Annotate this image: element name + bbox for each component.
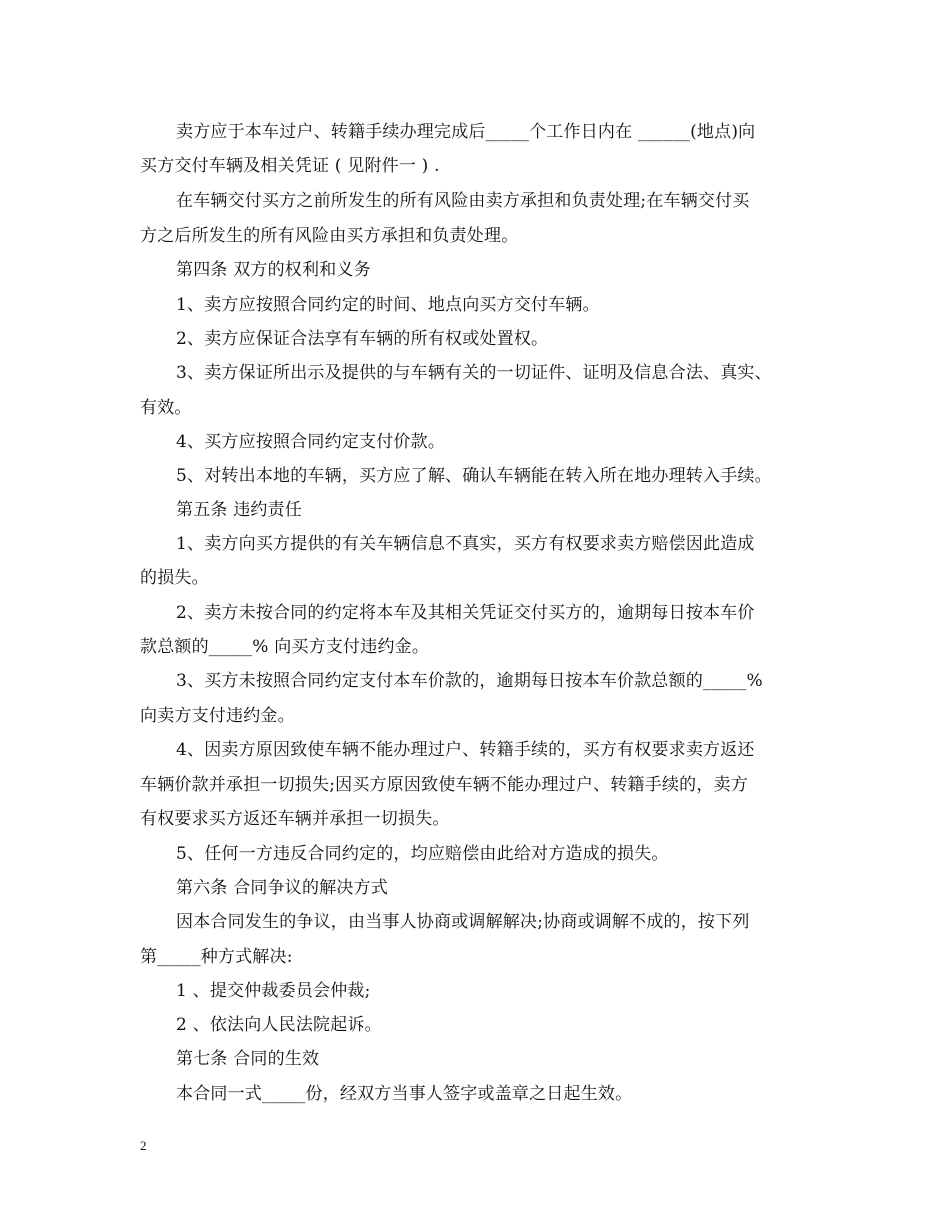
list-item: 4、因卖方原因致使车辆不能办理过户、转籍手续的，买方有权要求卖方返还 bbox=[176, 740, 755, 760]
paragraph-line: 因本合同发生的争议，由当事人协商或调解解决;协商或调解不成的，按下列 bbox=[176, 912, 750, 932]
list-item: 4、买方应按照合同约定支付价款。 bbox=[176, 432, 446, 452]
paragraph-line: 第_____种方式解决: bbox=[140, 947, 293, 967]
section-heading: 第四条 双方的权利和义务 bbox=[176, 260, 371, 280]
page-number: 2 bbox=[140, 1138, 147, 1153]
list-item: 2、卖方应保证合法享有车辆的所有权或处置权。 bbox=[176, 329, 549, 349]
section-heading: 第七条 合同的生效 bbox=[176, 1049, 320, 1069]
paragraph-line: 在车辆交付买方之前所发生的所有风险由卖方承担和负责处理;在车辆交付买 bbox=[176, 191, 750, 211]
paragraph-line: 买方交付车辆及相关凭证 ( 见附件一 ) . bbox=[140, 156, 440, 176]
list-item: 2 、依法向人民法院起诉。 bbox=[176, 1015, 382, 1035]
list-item: 5、任何一方违反合同约定的，均应赔偿由此给对方造成的损失。 bbox=[176, 844, 669, 864]
list-item: 3、卖方保证所出示及提供的与车辆有关的一切证件、证明及信息合法、真实、 bbox=[176, 363, 772, 383]
paragraph-line: 方之后所发生的所有风险由买方承担和负责处理。 bbox=[140, 226, 519, 246]
list-item: 1 、提交仲裁委员会仲裁; bbox=[176, 981, 371, 1001]
paragraph-line: 卖方应于本车过户、转籍手续办理完成后_____个工作日内在 ______(地点)向 bbox=[176, 122, 756, 142]
paragraph-line: 车辆价款并承担一切损失;因买方原因致使车辆不能办理过户、转籍手续的，卖方 bbox=[140, 775, 748, 795]
list-item: 2、卖方未按合同的约定将本车及其相关凭证交付买方的，逾期每日按本车价 bbox=[176, 603, 755, 623]
list-item: 5、对转出本地的车辆，买方应了解、确认车辆能在转入所在地办理转入手续。 bbox=[176, 466, 772, 486]
section-heading: 第六条 合同争议的解决方式 bbox=[176, 878, 389, 898]
list-item: 3、买方未按照合同约定支付本车价款的，逾期每日按本车价款总额的_____% bbox=[176, 671, 763, 691]
section-heading: 第五条 违约责任 bbox=[176, 500, 303, 520]
paragraph-line: 向卖方支付违约金。 bbox=[140, 706, 295, 726]
paragraph-line: 本合同一式_____份，经双方当事人签字或盖章之日起生效。 bbox=[176, 1084, 633, 1104]
paragraph-line: 款总额的_____% 向买方支付违约金。 bbox=[140, 637, 430, 657]
paragraph-line: 有效。 bbox=[140, 398, 192, 418]
list-item: 1、卖方应按照合同约定的时间、地点向买方交付车辆。 bbox=[176, 295, 600, 315]
paragraph-line: 有权要求买方返还车辆并承担一切损失。 bbox=[140, 809, 450, 829]
list-item: 1、卖方向买方提供的有关车辆信息不真实，买方有权要求卖方赔偿因此造成 bbox=[176, 534, 755, 554]
paragraph-line: 的损失。 bbox=[140, 568, 209, 588]
